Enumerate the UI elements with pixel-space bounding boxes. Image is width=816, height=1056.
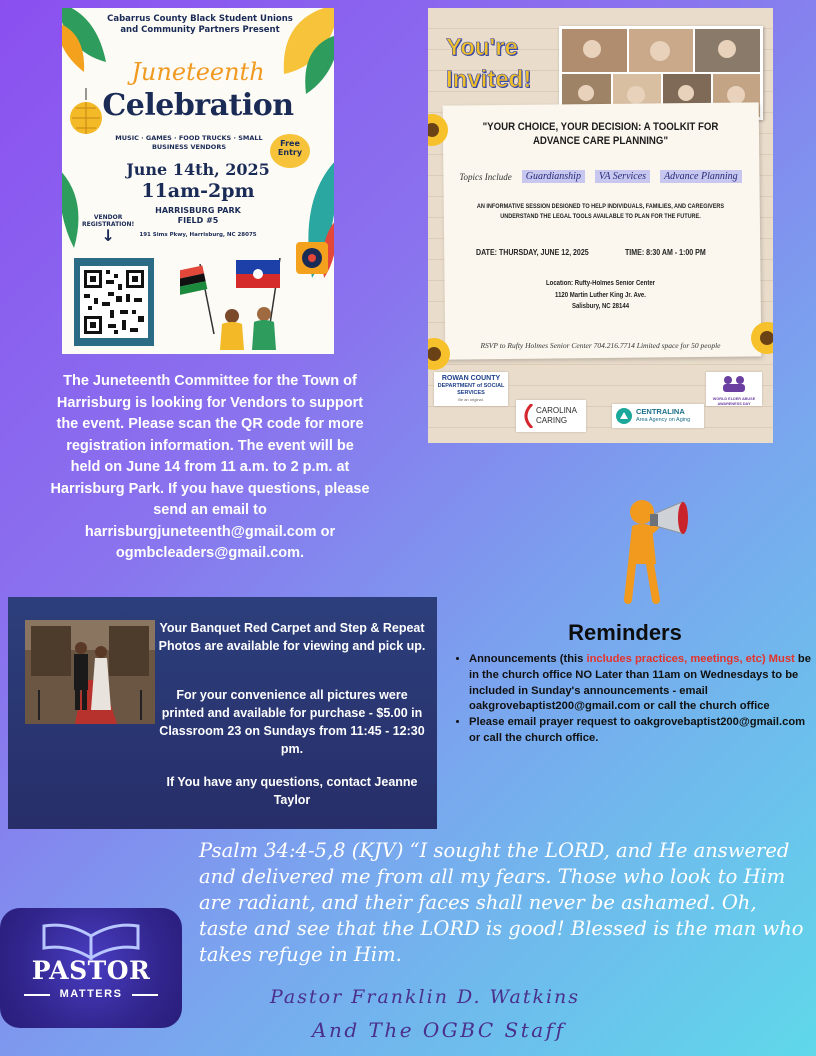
- banquet-couple-photo: [25, 620, 155, 724]
- vendor-registration-label: [82, 214, 134, 244]
- acp-title: "YOUR CHOICE, YOUR DECISION: A TOOLKIT FOR ADVANCE CARE PLANNING": [482, 121, 719, 147]
- banquet-paragraph3: If You have any questions, contact Jeanne Taylor: [166, 775, 418, 807]
- red-carpet-photo-image: [25, 620, 155, 724]
- topic-va-services: VA Services: [595, 170, 650, 183]
- juneteenth-script-title: Juneteenth: [131, 58, 265, 86]
- elder-abuse-logo-text: WORLD ELDER ABUSE AWARENESS DAY: [712, 397, 756, 406]
- topic-advance-planning: Advance Planning: [660, 170, 742, 183]
- pastor-signature: Pastor Franklin D. Watkins: [270, 986, 581, 1008]
- presenter-text: Cabarrus County Black Student Unions and Community Partners Present: [107, 14, 293, 35]
- banquet-paragraph1: Your Banquet Red Carpet and Step & Repeat Photos are available for viewing and pick up.: [158, 621, 426, 653]
- centralina-logo-line1: CENTRALINA: [636, 407, 685, 416]
- dss-logo-tagline: Be an original.: [458, 397, 484, 402]
- people-with-flags-illustration: [180, 254, 300, 354]
- acp-date: DATE: THURSDAY, JUNE 12, 2025: [476, 248, 589, 257]
- topic-guardianship: Guardianship: [522, 170, 585, 183]
- location-line2: 1120 Martin Luther King Jr. Ave.: [555, 291, 646, 299]
- free-badge-line1: Free: [280, 139, 300, 148]
- reminder-prayer-request: • Please email prayer request to oakgrovebaptist200@gmail.com or call the church office.: [469, 715, 816, 747]
- acp-description: AN INFORMATIVE SESSION DESIGNED TO HELP INDIVIDUALS, FAMILIES, AND CAREGIVERS UNDERSTAND THE LEGAL TOOLS AVAILABLE TO PLAN FOR THE FUTURE.: [476, 203, 725, 220]
- logo-divider-right: [132, 994, 158, 996]
- staff-signature: And The OGBC Staff: [312, 1018, 566, 1042]
- elder-abuse-people-icon: [719, 374, 749, 392]
- free-badge-line2: Entry: [277, 147, 303, 157]
- qr-code[interactable]: [74, 258, 154, 346]
- banquet-photos-panel: [8, 597, 437, 829]
- event-time: 11am-2pm: [141, 180, 255, 202]
- centralina-logo: [612, 404, 704, 428]
- banquet-paragraph2: For your convenience all pictures were printed and available for purchase - $5.00 in Classroom 23 on Sundays from 11:45 - 12:30 pm.: [159, 688, 425, 756]
- activities-list: MUSIC · GAMES · FOOD TRUCKS · SMALL BUSINESS VENDORS: [115, 134, 263, 151]
- carolina-caring-logo: [516, 400, 586, 432]
- invited-heading: [446, 32, 531, 96]
- location-line3: Salisbury, NC 28144: [571, 303, 630, 310]
- juneteenth-flyer-image: [62, 8, 334, 354]
- invited-line1: You're: [446, 34, 518, 61]
- centralina-mark-icon: [615, 407, 633, 425]
- topics-label: Topics Include: [459, 171, 512, 182]
- pastor-logo-title: PASTOR: [31, 956, 151, 985]
- arrow-down-icon: ↓: [101, 226, 115, 246]
- vendor-line1: VENDOR: [93, 214, 123, 221]
- acp-time: TIME: 8:30 AM - 1:00 PM: [625, 248, 706, 257]
- location-line1: Location: Rufty-Holmes Senior Center: [545, 280, 656, 287]
- reminder1-text-a: Announcements (this: [469, 653, 587, 665]
- field-number: FIELD #5: [177, 216, 219, 226]
- advance-care-planning-flyer: [428, 8, 773, 443]
- pastor-logo-subtitle: MATTERS: [59, 988, 123, 1000]
- pastor-matters-logo: [0, 908, 182, 1028]
- carolina-logo-line2: CARING: [536, 416, 568, 425]
- dss-logo-line1: ROWAN COUNTY: [441, 375, 501, 382]
- elder-abuse-awareness-logo: [706, 372, 762, 406]
- reminder1-text-b: be in the church office NO Later than 11am on Wednesdays to be included in Sunday's announcements - email oakgrovebaptist200@gmail.com or call the church office: [469, 653, 811, 713]
- acp-location: [452, 278, 749, 313]
- reminder-announcements: [469, 652, 816, 715]
- event-date: June 14th, 2025: [126, 160, 270, 179]
- park-name: HARRISBURG PARK: [155, 206, 241, 215]
- celebration-title: Celebration: [102, 88, 294, 123]
- reminder1-must: Must: [768, 653, 795, 665]
- event-address: 191 Sims Pkwy, Harrisburg, NC 28075: [139, 232, 257, 238]
- topics-row: [434, 170, 767, 183]
- reminders-heading: Reminders: [568, 620, 682, 645]
- qr-code-icon: [80, 266, 148, 338]
- psalm-verse: Psalm 34:4-5,8 (KJV) “I sought the LORD, and He answered and delivered me from all my fears. Those who look to Him are radiant, and their faces shall never be ashamed. Oh, taste and see that the LORD is good! Blessed is the man who takes refuge in Him.: [199, 839, 804, 966]
- carolina-logo-line1: CAROLINA: [536, 406, 577, 415]
- juneteenth-vendor-notice: The Juneteenth Committee for the Town of Harrisburg is looking for Vendors to support the event. Please scan the QR code for more registration information. The event will be held on June 14 from 11 a.m. to 2 p.m. at Harrisburg Park. If you have questions, please send an email to harrisburgjuneteenth@gmail.com or ogmbcleaders@gmail.com.: [50, 373, 370, 561]
- megaphone-person-icon: [618, 496, 698, 606]
- reminder1-red-text: includes practices, meetings, etc): [586, 653, 766, 665]
- rowan-dss-logo: [434, 372, 508, 406]
- invited-line2: Invited!: [446, 66, 532, 93]
- sunflower-icon: [428, 100, 458, 170]
- vendor-line2: REGISTRATION!: [82, 221, 135, 229]
- acp-rsvp: RSVP to Rufty Holmes Senior Center 704.216.7714 Limited space for 50 people: [480, 341, 721, 350]
- dss-logo-line2: DEPARTMENT of SOCIAL SERVICES: [437, 383, 505, 396]
- reminders-list: [452, 652, 816, 747]
- centralina-logo-line2: Area Agency on Aging: [636, 417, 691, 423]
- carolina-caring-mark-icon: [520, 404, 534, 428]
